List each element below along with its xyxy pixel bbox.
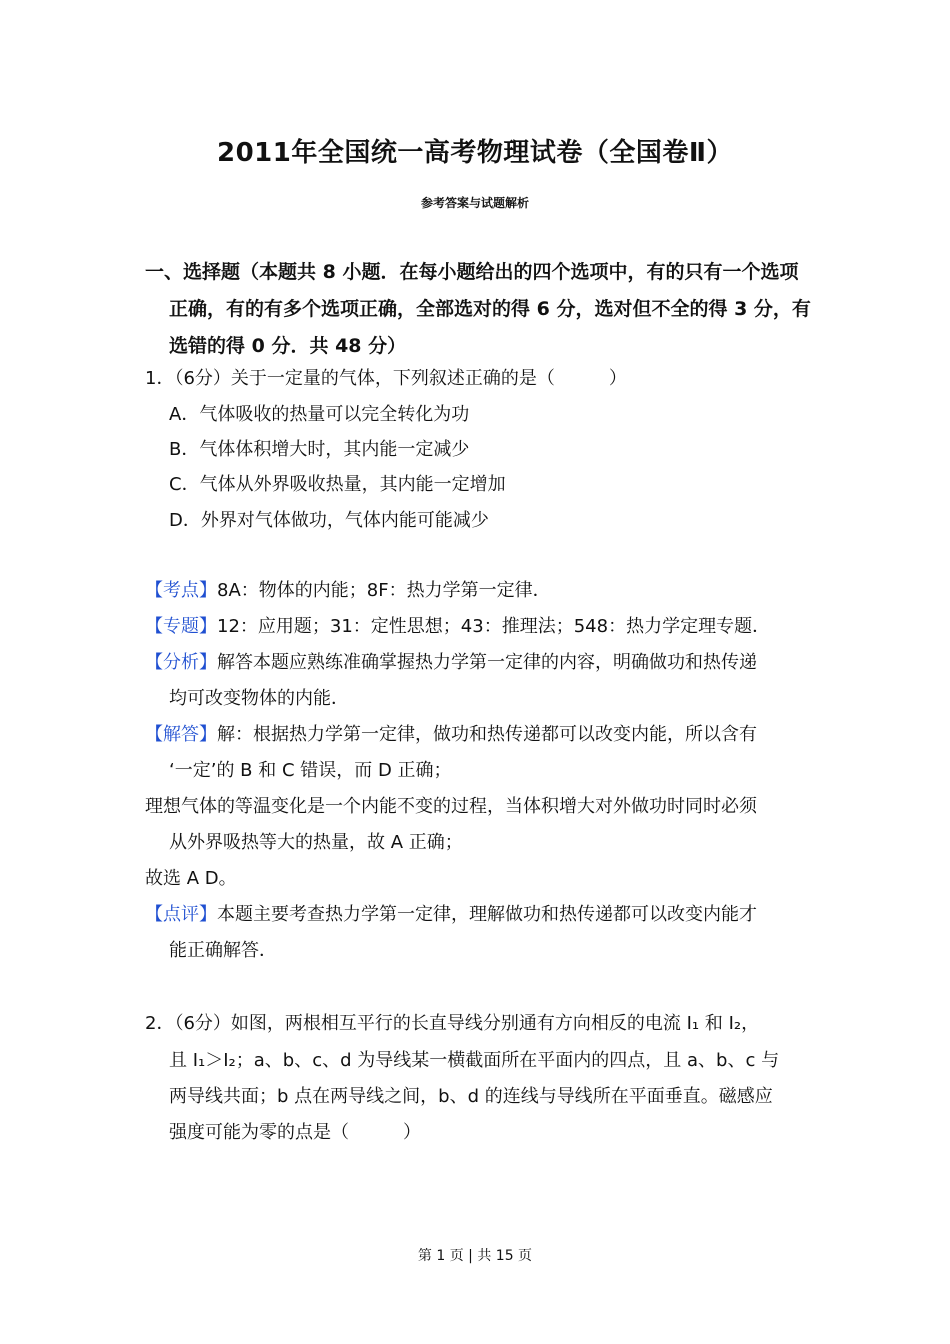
question-2-stem-cont: 两导线共面；b 点在两导线之间，b、d 的连线与导线所在平面垂直。磁感应 [169,1086,773,1107]
jieda-text-cont: 从外界吸热等大的热量，故 A 正确； [169,832,463,853]
question-1-option-b: B．气体体积增大时，其内能一定减少 [169,439,470,460]
page-footer: 第 1 页 | 共 15 页 [417,1248,533,1264]
fenxi-text: 解答本题应熟练准确掌握热力学第一定律的内容，明确做功和热传递 [217,652,757,673]
section-heading-line: 选错的得 0 分．共 48 分） [169,335,407,357]
fenxi-tag: 【分析】 [145,652,217,673]
question-2-stem-cont: 且 I₁＞I₂；a、b、c、d 为导线某一横截面所在平面内的四点，且 a、b、c 与 [169,1050,780,1071]
fenxi-row [145,645,757,681]
jieda-row [145,717,757,753]
kaodian-tag: 【考点】 [145,580,217,601]
jieda-text-cont: ‘一定’的 B 和 C 错误，而 D 正确； [169,760,452,781]
section-heading [145,254,839,365]
zhuanti-row [145,609,770,645]
section-heading-line: 一、选择题（本题共 8 小题．在每小题给出的四个选项中，有的只有一个选项 [145,261,799,283]
kaodian-text: 8A：物体的内能；8F：热力学第一定律． [217,580,551,601]
dianping-text: 本题主要考查热力学第一定律，理解做功和热传递都可以改变内能才 [217,904,757,925]
question-1-option-a: A．气体吸收的热量可以完全转化为功 [169,404,470,425]
section-heading-line: 正确，有的有多个选项正确，全部选对的得 6 分，选对但不全的得 3 分，有 [169,298,811,320]
question-1-stem: 1．（6分）关于一定量的气体，下列叙述正确的是（ ） [145,368,627,389]
jieda-text: 解：根据热力学第一定律，做功和热传递都可以改变内能，所以含有 [217,724,757,745]
dianping-text-cont: 能正确解答． [169,940,277,961]
jieda-tag: 【解答】 [145,724,217,745]
zhuanti-text: 12：应用题；31：定性思想；43：推理法；548：热力学定理专题． [217,616,771,637]
question-1-option-d: D．外界对气体做功，气体内能可能减少 [169,510,489,531]
page-title: 2011年全国统一高考物理试卷（全国卷Ⅱ） [217,138,733,168]
jieda-text-cont: 理想气体的等温变化是一个内能不变的过程，当体积增大对外做功时同时必须 [145,796,757,817]
dianping-row [145,897,757,933]
question-1-option-c: C．气体从外界吸收热量，其内能一定增加 [169,474,506,495]
kaodian-row [145,573,551,609]
question-2-stem: 2．（6分）如图，两根相互平行的长直导线分别通有方向相反的电流 I₁ 和 I₂， [145,1013,760,1034]
dianping-tag: 【点评】 [145,904,217,925]
question-2-stem-cont: 强度可能为零的点是（ ） [169,1122,421,1143]
fenxi-text-cont: 均可改变物体的内能． [169,688,349,709]
jieda-answer: 故选 A D。 [145,868,237,889]
page-subtitle: 参考答案与试题解析 [420,196,529,210]
zhuanti-tag: 【专题】 [145,616,217,637]
